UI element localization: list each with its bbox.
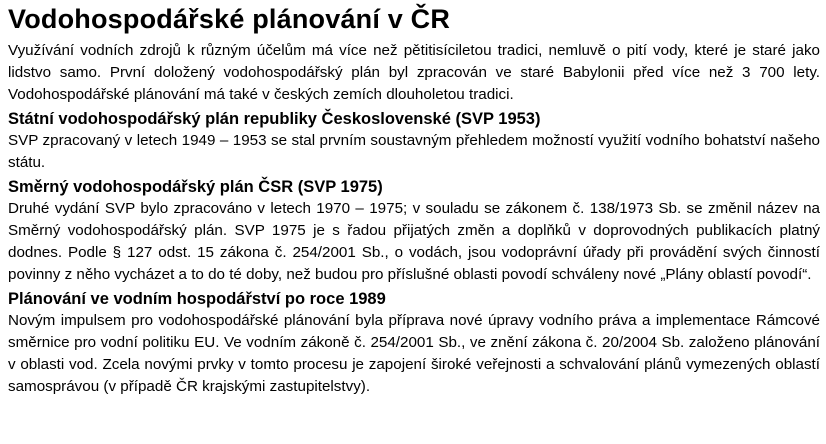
intro-paragraph: Využívání vodních zdrojů k různým účelům má více než pětitisíciletou tradici, nemluvě o pití vody, které je staré jako lidstvo samo. První doložený vodohospodářský plán byl zpracován ve staré Babylonii před více než 3 700 lety. Vodohospodářské plánování má také v českých zemích dlouholetou tradici. [8,42,820,103]
page-title: Vodohospodářské plánování v ČR [8,4,451,34]
section-svp-1975 [6,177,820,286]
section-paragraph: Druhé vydání SVP bylo zpracováno v letech 1970 – 1975; v souladu se zákonem č. 138/1973 Sb. se změnil název na Směrný vodohospodářský plán. SVP 1975 je s řadou přijatých změn a doplňků v doprovodných publikacích platný dodnes. Podle § 127 odst. 15 zákona č. 254/2001 Sb., o vodách, jsou vodoprávní úřady při provádění svých činností povinny z něho vycházet a to do té doby, než budou pro příslušné oblasti povodí schváleny nové „Plány oblastí povodí“. [8,200,820,283]
document-page [6,2,820,401]
section-heading: Plánování ve vodním hospodářství po roce 1989 [8,290,386,308]
section-paragraph: Novým impulsem pro vodohospodářské plánování byla příprava nové úpravy vodního práva a implementace Rámcové směrnice pro vodní politiku EU. Ve vodním zákoně č. 254/2001 Sb., ve znění zákona č. 20/2004 Sb. založeno plánování v oblasti vod. Zcela novými prvky v tomto procesu je zapojení široké veřejnosti a schvalování plánů vymezených oblastí samosprávou (v případě ČR krajskými zastupitelstvy). [8,312,820,395]
section-after-1989 [6,289,820,398]
section-svp-1953 [6,109,820,174]
section-heading: Směrný vodohospodářský plán ČSR (SVP 1975) [8,178,383,196]
section-heading: Státní vodohospodářský plán republiky Československé (SVP 1953) [8,110,541,128]
section-paragraph: SVP zpracovaný v letech 1949 – 1953 se stal prvním soustavným přehledem možností využití vodního bohatství našeho státu. [8,132,820,171]
